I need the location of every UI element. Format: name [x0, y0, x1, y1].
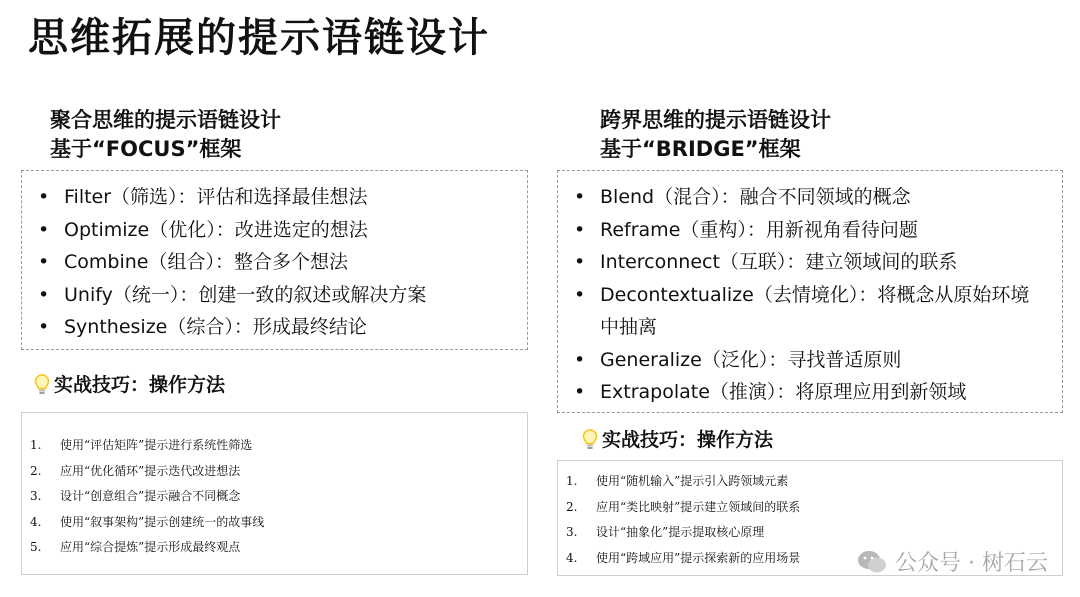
step-item [30, 484, 527, 510]
step-number: 4. [566, 550, 578, 565]
bullet-text: Optimize（优化）：改进选定的想法 [64, 218, 368, 241]
step-item [30, 535, 527, 561]
step-text: 设计“抽象化”提示提取核心原理 [596, 525, 765, 540]
wechat-icon [857, 549, 887, 575]
bullet-item [22, 214, 527, 247]
bullet-text: Unify（统一）：创建一致的叙述或解决方案 [64, 283, 427, 306]
step-item [566, 495, 1062, 521]
right-heading-line2: 基于“BRIDGE”框架 [600, 137, 801, 161]
bullet-dot: • [38, 186, 50, 208]
step-text: 应用“优化循环”提示迭代改进想法 [60, 463, 241, 478]
step-number: 3. [30, 489, 42, 504]
bullet-item [22, 246, 527, 279]
step-number: 4. [30, 514, 42, 529]
bullet-dot: • [38, 316, 50, 338]
bullet-item [22, 279, 527, 312]
right-bullet-list [558, 171, 1062, 409]
step-number: 5. [30, 540, 42, 555]
step-text: 使用“随机输入”提示引入跨领域元素 [596, 474, 789, 488]
step-text: 应用“类比映射”提示建立领域间的联系 [596, 499, 801, 514]
bullet-text: Blend（混合）：融合不同领域的概念 [600, 186, 911, 208]
step-number: 2. [30, 463, 42, 478]
left-steps-list [22, 413, 527, 561]
watermark [857, 546, 1048, 577]
bullet-item [558, 376, 1046, 409]
step-item [566, 520, 1062, 546]
bullet-text: Extrapolate（推演）：将原理应用到新领域 [600, 381, 967, 403]
step-text: 应用“综合提炼”提示形成最终观点 [60, 540, 241, 555]
bullet-text: Combine（组合）：整合多个想法 [64, 251, 348, 273]
step-text: 使用“跨域应用”提示探索新的应用场景 [596, 550, 801, 565]
bullet-item [558, 181, 1046, 214]
bullet-dot: • [574, 218, 586, 241]
lightbulb-icon [582, 429, 598, 451]
step-item [30, 433, 527, 459]
bullet-text: Decontextualize（去情境化）：将概念从原始环境中抽离 [600, 283, 1030, 338]
step-number: 1. [566, 474, 578, 488]
bullet-item [22, 311, 527, 344]
left-tips-heading [34, 372, 225, 398]
lightbulb-icon [34, 374, 50, 396]
bullet-item [558, 344, 1046, 377]
right-section-heading [600, 106, 831, 164]
left-bullet-list [22, 171, 527, 344]
bullet-text: Interconnect（互联）：建立领域间的联系 [600, 251, 958, 273]
step-number: 2. [566, 499, 578, 514]
step-item [30, 510, 527, 536]
left-heading-line1: 聚合思维的提示语链设计 [50, 108, 281, 132]
bullet-dot: • [38, 283, 50, 306]
bullet-item [22, 181, 527, 214]
step-text: 使用“评估矩阵”提示进行系统性筛选 [60, 438, 253, 452]
left-heading-line2: 基于“FOCUS”框架 [50, 137, 242, 161]
bullet-dot: • [574, 186, 586, 208]
watermark-text: 公众号 · 树石云 [895, 551, 1048, 576]
right-tips-heading [582, 427, 773, 453]
right-tips-title: 实战技巧：操作方法 [602, 429, 774, 451]
bullet-text: Filter（筛选）：评估和选择最佳想法 [64, 186, 368, 208]
bullet-dot: • [574, 348, 586, 371]
bullet-dot: • [574, 251, 586, 273]
bullet-item [558, 214, 1046, 247]
bullet-text: Generalize（泛化）：寻找普适原则 [600, 348, 902, 371]
bullet-dot: • [574, 381, 586, 403]
step-number: 1. [30, 438, 42, 452]
bullet-text: Reframe（重构）：用新视角看待问题 [600, 218, 918, 241]
left-steps-panel [21, 412, 528, 575]
step-text: 设计“创意组合”提示融合不同概念 [60, 489, 241, 504]
step-text: 使用“叙事架构”提示创建统一的故事线 [60, 514, 265, 529]
bullet-dot: • [38, 218, 50, 241]
bullet-item [558, 279, 1046, 344]
bullet-dot: • [574, 283, 586, 306]
right-bridge-box [557, 170, 1063, 413]
bullet-dot: • [38, 251, 50, 273]
left-tips-title: 实战技巧：操作方法 [54, 374, 226, 396]
left-section-heading [50, 106, 281, 164]
step-item [566, 469, 1062, 495]
bullet-text: Synthesize（综合）：形成最终结论 [64, 316, 367, 338]
left-focus-box [21, 170, 528, 350]
step-item [30, 459, 527, 485]
page-title: 思维拓展的提示语链设计 [28, 15, 490, 61]
step-number: 3. [566, 525, 578, 540]
right-heading-line1: 跨界思维的提示语链设计 [600, 108, 831, 132]
bullet-item [558, 246, 1046, 279]
